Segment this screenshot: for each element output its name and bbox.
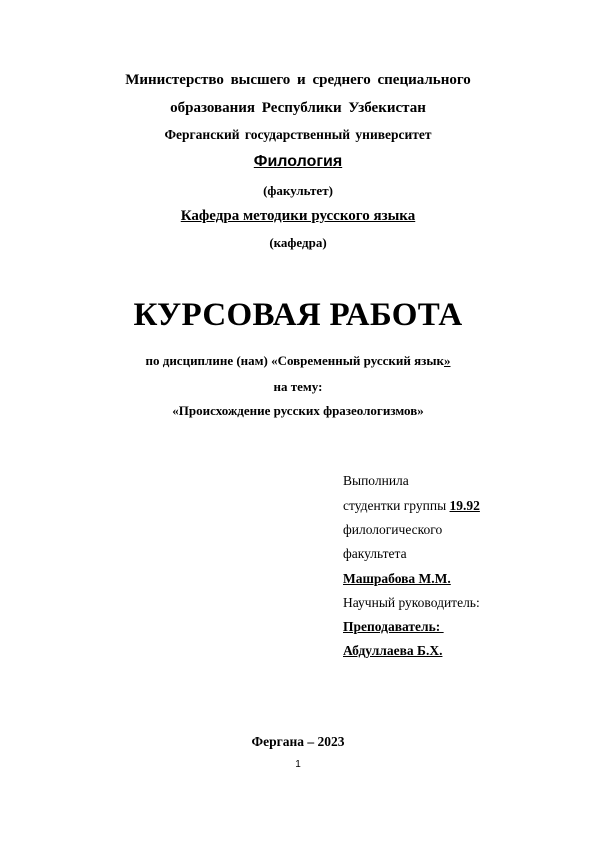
topic-label: на тему: xyxy=(273,379,323,394)
supervisor-label: Научный руководитель: xyxy=(343,595,480,610)
ministry-line-1: Министерство высшего и среднего специального xyxy=(125,72,471,88)
group-number: 19.92 xyxy=(449,498,480,513)
department-caption: (кафедра) xyxy=(269,235,327,250)
student-group-prefix: студентки группы xyxy=(343,498,450,513)
author-block xyxy=(343,0,583,842)
city-year: Фергана – 2023 xyxy=(251,734,345,749)
performed-by: Выполнила xyxy=(343,473,409,488)
document-title: КУРСОВАЯ РАБОТА xyxy=(133,297,463,333)
faculty-caption: (факультет) xyxy=(263,183,333,198)
page-number: 1 xyxy=(295,759,301,770)
faculty-line-2: факультета xyxy=(343,546,407,561)
discipline-text: по дисциплине (нам) «Современный русский язык xyxy=(145,353,444,368)
university-name: Ферганский государственный университет xyxy=(164,127,432,142)
faculty-line-1: филологического xyxy=(343,522,443,537)
teacher-name: Абдуллаева Б.Х. xyxy=(343,643,443,658)
department-name: Кафедра методики русского языка xyxy=(180,208,416,224)
ministry-line-2: образования Республики Узбекистан xyxy=(170,100,426,116)
faculty-name: Филология xyxy=(253,153,343,170)
student-name: Машрабова М.М. xyxy=(343,571,451,586)
discipline-close-quote: » xyxy=(444,353,451,368)
topic-text: «Происхождение русских фразеологизмов» xyxy=(172,403,424,418)
student-group-line xyxy=(343,498,480,514)
teacher-label: Преподаватель: xyxy=(343,619,444,634)
